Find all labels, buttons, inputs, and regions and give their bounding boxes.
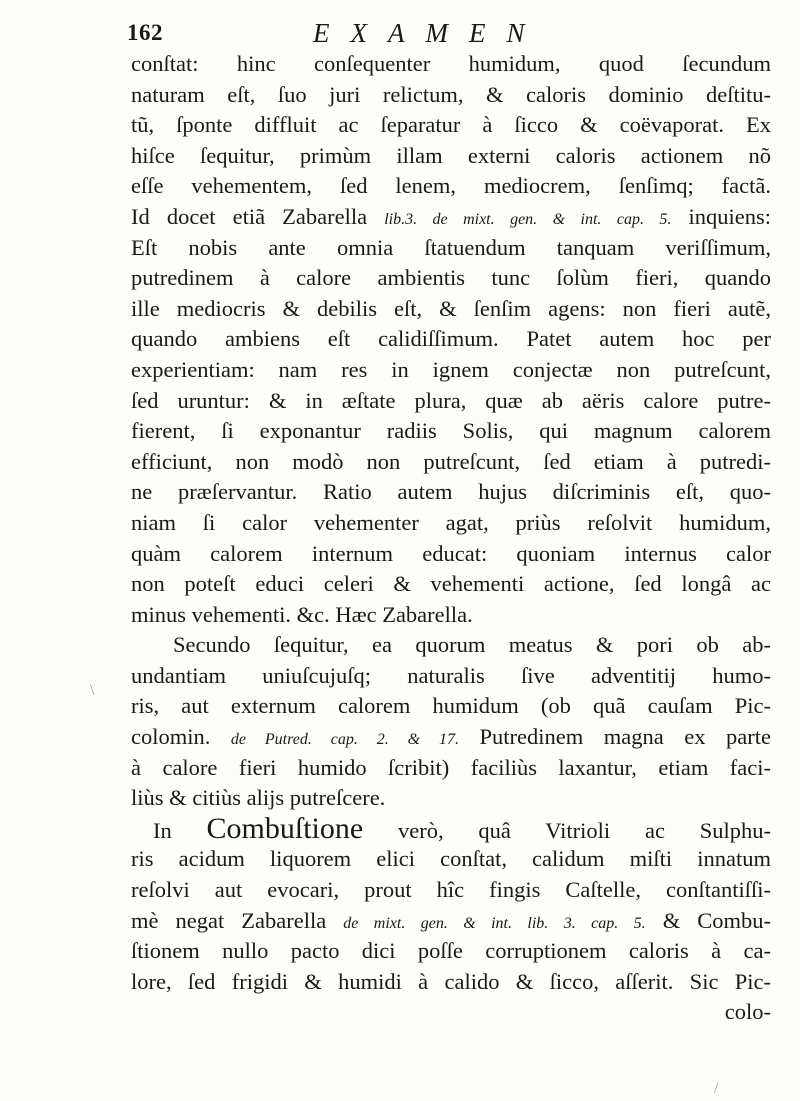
margin-mark: \ [90, 682, 95, 699]
body-text [131, 49, 771, 1028]
text-line: ris, aut externum calorem humidum (ob quã cauſam Pic- [131, 693, 771, 719]
text-line [131, 811, 772, 845]
citation-reference: lib.3. de mixt. gen. & int. cap. 5. [384, 210, 672, 228]
emphasized-word: Combuſtione [206, 811, 364, 845]
citation-reference: de Putred. cap. 2. & 17. [230, 731, 459, 749]
text-line: eſſe vehementem, ſed lenem, mediocrem, ſenſimq; factã. [131, 173, 771, 199]
page-number: 162 [127, 20, 163, 45]
text-line [131, 906, 771, 937]
text-line: naturam eſt, ſuo juri relictum, & caloris dominio deſtitu- [131, 81, 771, 107]
text-line: quàm calorem internum educat: quoniam internus calor [131, 540, 771, 566]
text-segment: & Combu- [645, 907, 771, 933]
text-segment: In [153, 817, 207, 843]
text-line: efficiunt, non modò non putreſcunt, ſed etiam à putredi- [131, 448, 771, 474]
text-line [131, 202, 771, 233]
text-line: tũ, ſponte diffluit ac ſeparatur à ſicco & coëvaporat. Ex [131, 112, 771, 138]
text-line: ne præſervantur. Ratio autem hujus diſcriminis eſt, quo- [131, 479, 771, 505]
text-line: conſtat: hinc conſequenter humidum, quod ſecundum [131, 51, 771, 76]
text-line: reſolvi aut evocari, prout hîc fingis Caſtelle, conſtantiſſi- [131, 877, 771, 903]
text-line: ris acidum liquorem elici conſtat, calidum miſti innatum [131, 846, 771, 872]
text-line: niam ſi calor vehementer agat, priùs reſolvit humidum, [131, 509, 771, 535]
margin-mark: / [714, 1080, 719, 1097]
text-segment: Putredinem magna ex parte [458, 724, 771, 750]
text-line: colo- [724, 999, 771, 1025]
text-line: Eſt nobis ante omnia ſtatuendum tanquam veriſſimum, [131, 234, 771, 260]
page-header [127, 14, 760, 50]
text-line: ille mediocris & debilis eſt, & ſenſim agens: non fieri autẽ, [131, 295, 771, 321]
text-line: hiſce ſequitur, primùm illam externi caloris actionem nõ [131, 142, 771, 168]
text-line: Secundo ſequitur, ea quorum meatus & pori ob ab- [173, 632, 771, 658]
text-line: experientiam: nam res in ignem conjectæ non putreſcunt, [131, 356, 771, 382]
text-segment: verò, quâ Vitrioli ac Sulphu- [363, 817, 772, 843]
text-line: à calore fieri humido ſcribit) faciliùs laxantur, etiam faci- [131, 754, 771, 780]
text-line: minus vehementi. &c. Hæc Zabarella. [131, 601, 473, 627]
text-line: putredinem à calore ambientis tunc ſolùm fieri, quando [131, 265, 771, 291]
text-line: ſtionem nullo pacto dici poſſe corruptionem caloris à ca- [131, 938, 771, 964]
text-segment: Id docet etiã Zabarella [131, 203, 385, 229]
text-segment: mè negat Zabarella [131, 907, 344, 933]
text-line: quando ambiens eſt calidiſſimum. Patet autem hoc per [131, 326, 771, 352]
citation-reference: de mixt. gen. & int. lib. 3. cap. 5. [343, 914, 646, 932]
text-segment: inquiens: [671, 203, 771, 229]
text-line: fierent, ſi exponantur radiis Solis, qui magnum calorem [131, 418, 771, 444]
text-line: ſed uruntur: & in æſtate plura, quæ ab aëris calore putre- [131, 387, 771, 413]
text-line: undantiam uniuſcujuſq; naturalis ſive adventitij humo- [131, 662, 771, 688]
text-segment: colomin. [131, 724, 231, 750]
running-head: EXAMEN [313, 18, 546, 48]
text-line: liùs & citiùs alijs putreſcere. [131, 785, 386, 811]
text-line [131, 722, 771, 753]
text-line: non poteſt educi celeri & vehementi actione, ſed longâ ac [131, 571, 771, 597]
text-line: lore, ſed frigidi & humidi à calido & ſicco, aſſerit. Sic Pic- [131, 968, 771, 994]
